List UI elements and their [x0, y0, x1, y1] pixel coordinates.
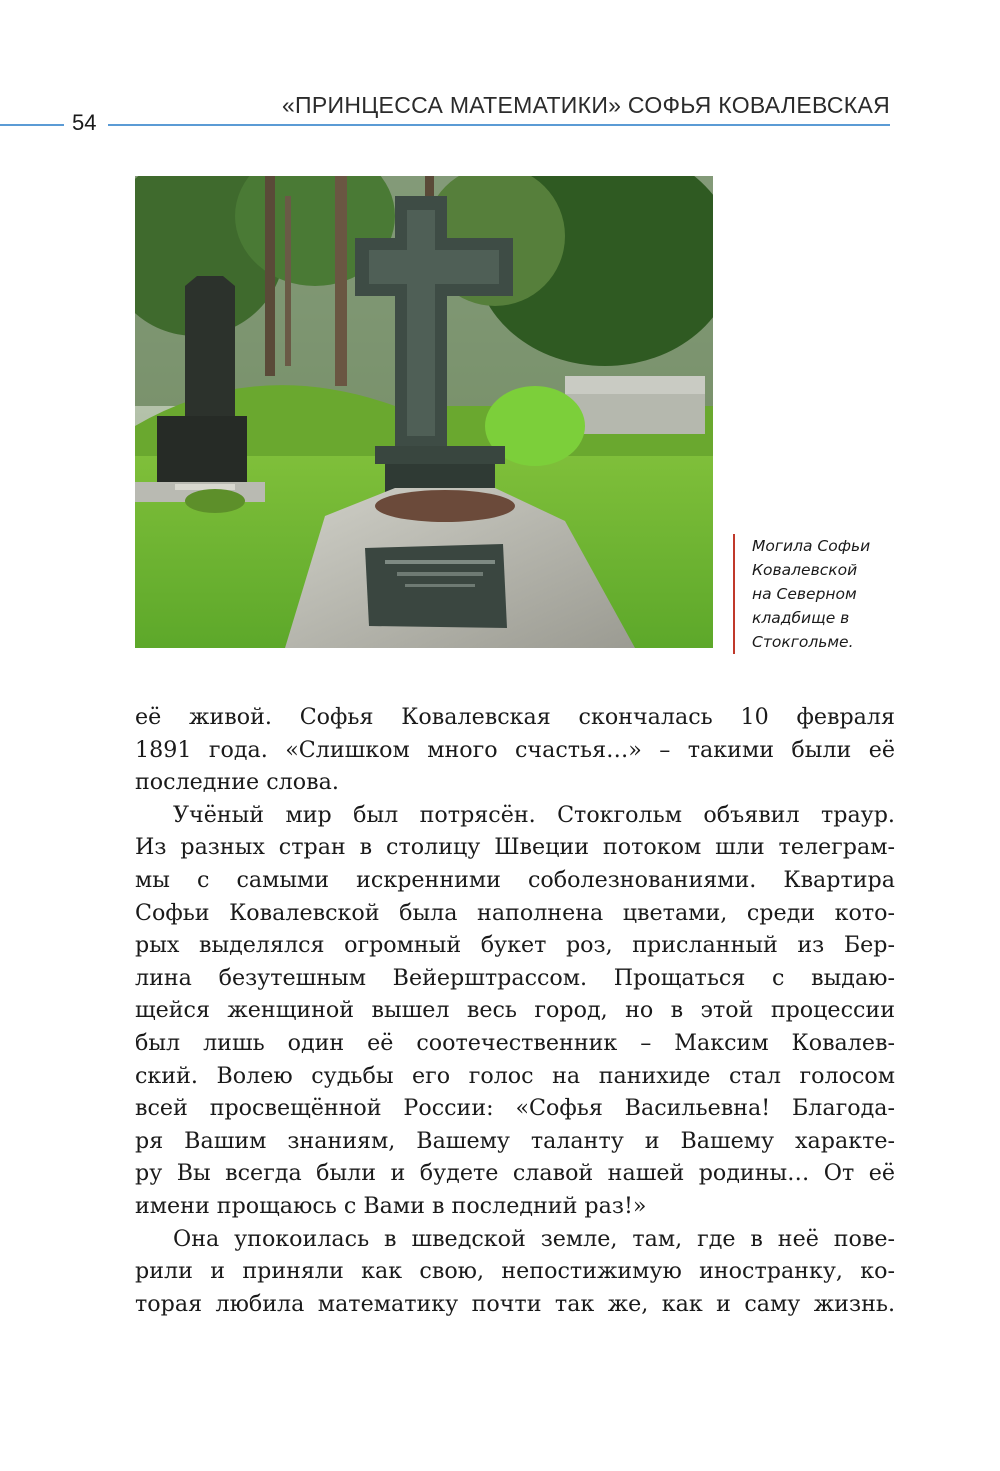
- text-line: был лишь один её соотечественник – Максим Ковалев-: [135, 1029, 895, 1056]
- running-title: «ПРИНЦЕССА МАТЕМАТИКИ» СОФЬЯ КОВАЛЕВСКАЯ: [281, 92, 890, 118]
- caption-line: Ковалевской: [752, 561, 858, 579]
- text-line: ский. Волею судьбы его голос на панихиде стал голосом: [135, 1062, 895, 1089]
- text-line: Она упокоилась в шведской земле, там, где в неё пове-: [173, 1225, 895, 1252]
- paragraph: [135, 701, 895, 799]
- text-line: лина безутешным Вейерштрассом. Прощаться с выдаю-: [135, 964, 895, 991]
- text-line: мы с самыми искренними соболезнованиями. Квартира: [135, 866, 895, 893]
- text-line: имени прощаюсь с Вами в последний раз!»: [135, 1192, 647, 1219]
- paragraph: [135, 1223, 895, 1321]
- text-line: ру Вы всегда были и будете славой нашей родины… От её: [135, 1160, 895, 1187]
- text-line: щейся женщиной вышел весь город, но в этой процессии: [135, 997, 895, 1024]
- figure-caption: [733, 534, 912, 654]
- header-rule-right: [108, 124, 890, 126]
- caption-line: Могила Софьи: [752, 537, 871, 555]
- text-line: всей просвещённой России: «Софья Васильевна! Благода-: [135, 1095, 895, 1122]
- text-line: торая любила математику почти так же, как и саму жизнь.: [135, 1290, 895, 1317]
- text-line: ря Вашим знаниям, Вашему таланту и Вашему характе-: [135, 1127, 895, 1154]
- page-number: 54: [72, 110, 97, 135]
- caption-line: на Северном: [752, 585, 857, 603]
- header-rule-left: [0, 124, 64, 126]
- caption-line: кладбище в: [752, 609, 850, 627]
- paragraph: [135, 799, 895, 1223]
- text-line: 1891 года. «Слишком много счастья…» – такими были её: [135, 736, 895, 763]
- text-line: её живой. Софья Ковалевская скончалась 10 февраля: [135, 704, 895, 730]
- text-line: рили и приняли как свою, непостижимую иностранку, ко-: [135, 1258, 895, 1285]
- text-line: Софьи Ковалевской была наполнена цветами, среди кото-: [135, 899, 895, 926]
- caption-line: Стокгольме.: [752, 633, 854, 651]
- body-text: [135, 701, 895, 1320]
- text-line: последние слова.: [135, 769, 339, 796]
- grave-photo: [135, 176, 713, 648]
- text-line: Из разных стран в столицу Швеции потоком шли телеграм-: [135, 834, 895, 861]
- text-line: рых выделялся огромный букет роз, присланный из Бер-: [135, 932, 895, 959]
- text-line: Учёный мир был потрясён. Стокгольм объявил траур.: [173, 801, 895, 828]
